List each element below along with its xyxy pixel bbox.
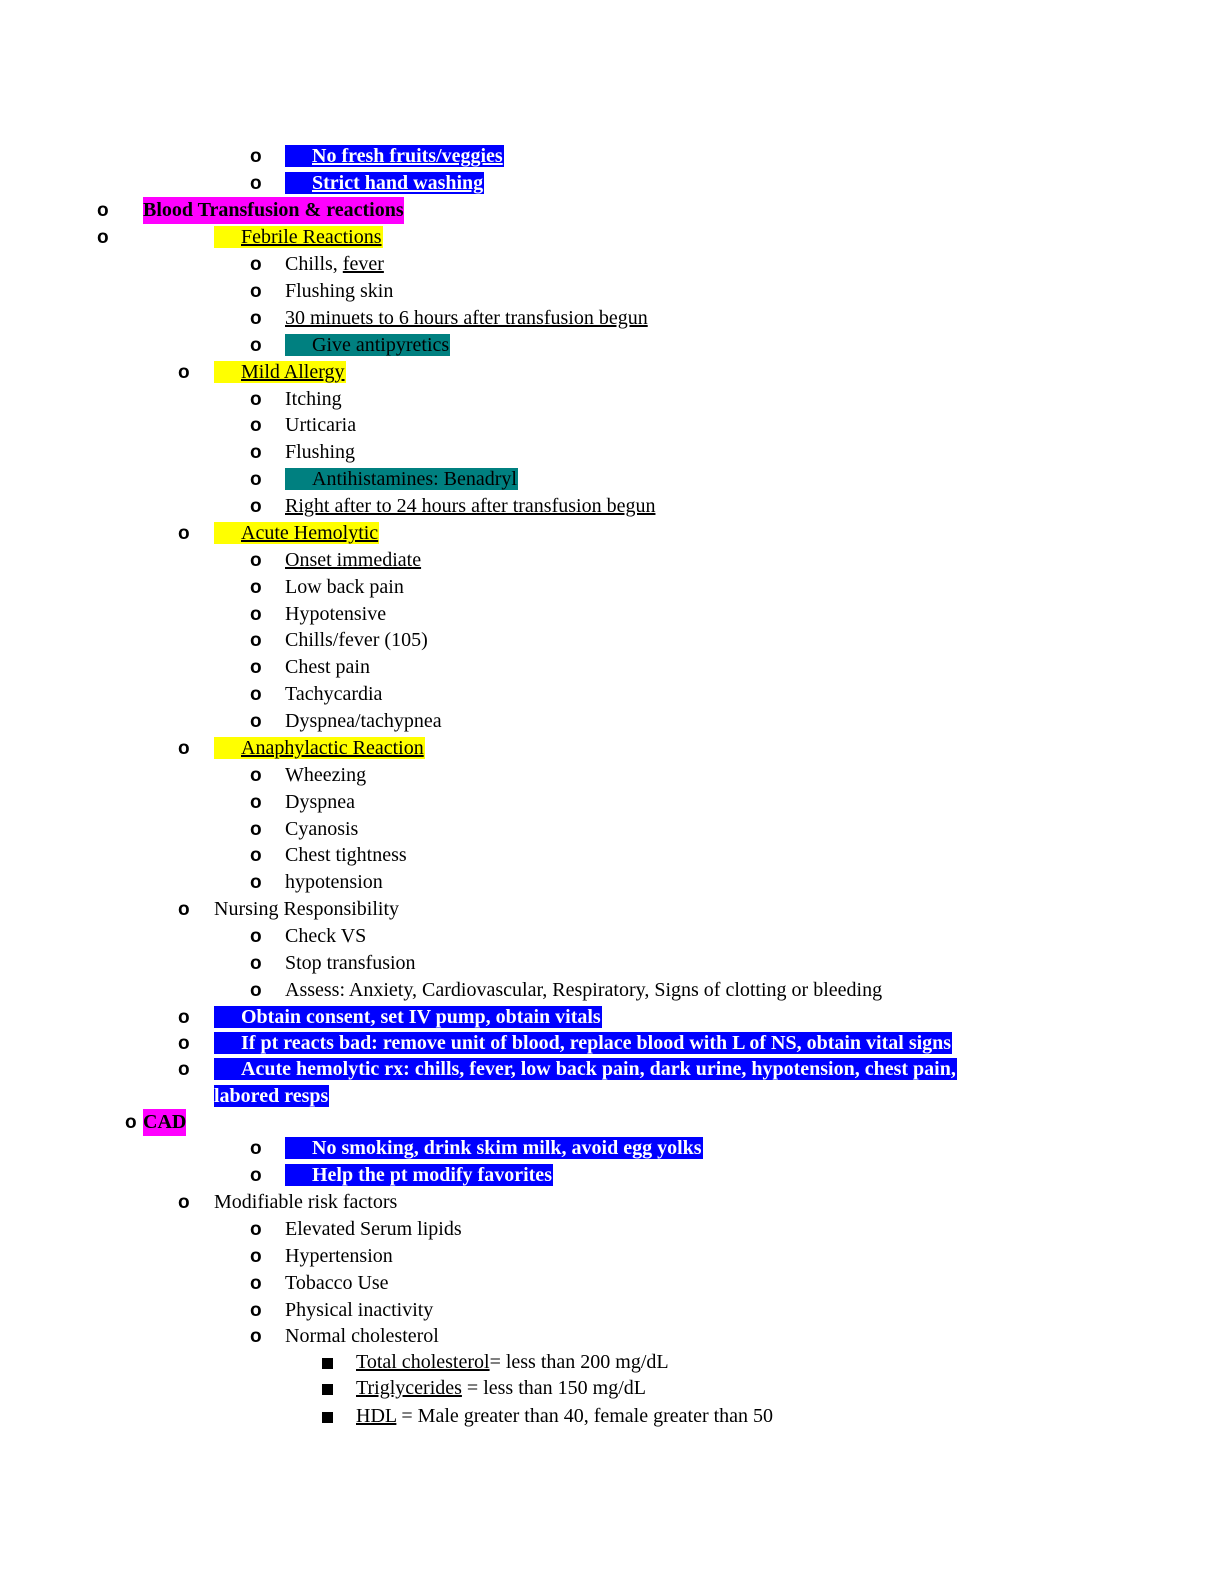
item-text: No fresh fruits/veggies xyxy=(285,143,504,170)
bullet-o: o xyxy=(250,845,262,866)
square-bullet-icon xyxy=(322,1384,333,1395)
heading-febrile: Febrile Reactions xyxy=(241,226,382,248)
bullet-o: o xyxy=(178,1007,190,1028)
heading-blood-transfusion: Blood Transfusion & reactions xyxy=(143,197,404,224)
bullet-o: o xyxy=(250,792,262,813)
bullet-o: o xyxy=(250,254,262,275)
bullet-o: o xyxy=(250,577,262,598)
bullet-o: o xyxy=(250,1300,262,1321)
bullet-o: o xyxy=(178,738,190,759)
bullet-o: o xyxy=(250,1273,262,1294)
bullet-o: o xyxy=(250,550,262,571)
bullet-o: o xyxy=(250,1165,262,1186)
bullet-o: o xyxy=(250,415,262,436)
heading-mild-allergy: Mild Allergy xyxy=(241,361,345,383)
bullet-o: o xyxy=(178,1059,190,1080)
bullet-o: o xyxy=(250,281,262,302)
bullet-o: o xyxy=(250,872,262,893)
bullet-o: o xyxy=(250,980,262,1001)
bullet-o: o xyxy=(250,926,262,947)
bullet-o: o xyxy=(250,442,262,463)
bullet-o: o xyxy=(250,1326,262,1347)
bullet-o: o xyxy=(250,308,262,329)
bullet-o: o xyxy=(125,1112,137,1133)
bullet-o: o xyxy=(250,953,262,974)
bullet-o: o xyxy=(250,496,262,517)
heading-anaphylactic: Anaphylactic Reaction xyxy=(241,737,424,759)
bullet-o: o xyxy=(250,335,262,356)
bullet-o: o xyxy=(250,657,262,678)
bullet-o: o xyxy=(250,765,262,786)
heading-cad: CAD xyxy=(143,1109,186,1136)
bullet-o: o xyxy=(178,1033,190,1054)
bullet-o: o xyxy=(178,362,190,383)
heading-modifiable: Modifiable risk factors xyxy=(214,1191,398,1213)
bullet-o: o xyxy=(250,173,262,194)
bullet-o: o xyxy=(97,227,109,248)
bullet-o: o xyxy=(250,819,262,840)
item-text: Strict hand washing xyxy=(285,170,484,197)
bullet-o: o xyxy=(178,899,190,920)
bullet-o: o xyxy=(250,684,262,705)
bullet-o: o xyxy=(178,523,190,544)
square-bullet-icon xyxy=(322,1358,333,1369)
bullet-o: o xyxy=(250,1246,262,1267)
heading-nursing: Nursing Responsibility xyxy=(214,898,400,920)
heading-acute-hemolytic: Acute Hemolytic xyxy=(241,522,379,544)
bullet-o: o xyxy=(250,389,262,410)
bullet-o: o xyxy=(250,469,262,490)
bullet-o: o xyxy=(250,604,262,625)
bullet-o: o xyxy=(250,1138,262,1159)
square-bullet-icon xyxy=(322,1412,333,1423)
bullet-o: o xyxy=(250,146,262,167)
bullet-o: o xyxy=(97,200,109,221)
bullet-o: o xyxy=(250,630,262,651)
bullet-o: o xyxy=(250,1219,262,1240)
bullet-o: o xyxy=(178,1192,190,1213)
bullet-o: o xyxy=(250,711,262,732)
